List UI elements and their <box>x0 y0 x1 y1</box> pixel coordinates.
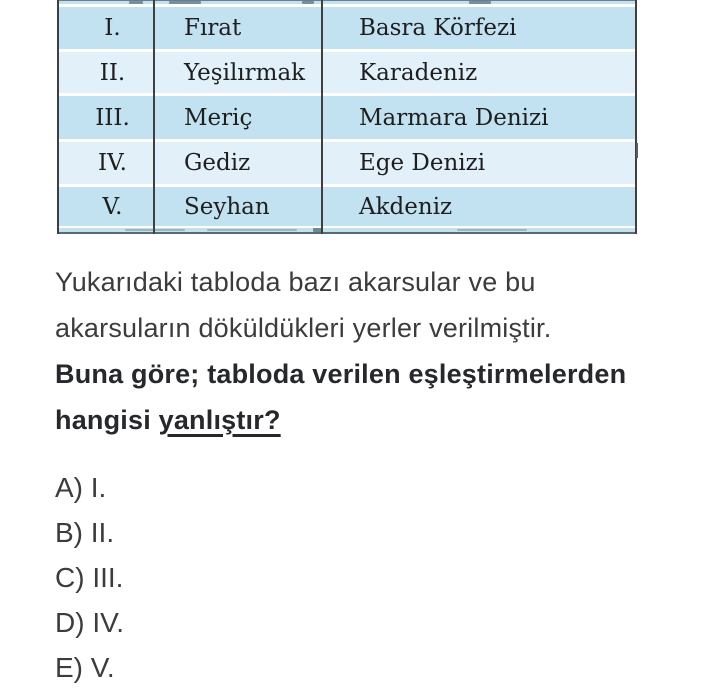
question-text <box>55 259 655 443</box>
row-destination: Akdeniz <box>359 193 453 220</box>
crop-artifact <box>457 229 527 231</box>
cropped-row-bottom <box>57 228 637 234</box>
question-line-3: Buna göre; tabloda verilen eşleştirmelerden <box>55 359 627 389</box>
row-destination: Karadeniz <box>359 59 478 86</box>
row-numeral: III. <box>95 104 130 131</box>
cropped-row-top <box>57 0 637 4</box>
question-line-1: Yukarıdaki tabloda bazı akarsular ve bu <box>55 267 536 297</box>
crop-artifact <box>129 1 143 4</box>
crop-artifact <box>469 1 491 4</box>
crop-artifact <box>125 229 185 231</box>
question-line-4 <box>55 397 655 443</box>
option-a[interactable]: A) I. <box>55 472 107 503</box>
table-row <box>57 142 637 184</box>
question-line-4-prefix: hangisi <box>55 405 159 435</box>
row-river: Fırat <box>184 15 242 41</box>
table-border-right <box>635 0 637 234</box>
crop-artifact-tick <box>636 143 638 158</box>
row-numeral: I. <box>104 15 121 41</box>
row-river: Meriç <box>184 104 253 131</box>
table-row <box>57 7 637 49</box>
crop-artifact <box>207 229 297 231</box>
table-border-col2 <box>321 0 323 234</box>
row-river: Gediz <box>184 150 251 176</box>
row-numeral: V. <box>102 193 123 220</box>
row-destination: Marmara Denizi <box>359 104 549 131</box>
row-numeral: II. <box>99 59 126 86</box>
crop-artifact <box>169 1 201 4</box>
row-river: Yeşilırmak <box>184 59 306 86</box>
row-destination: Ege Denizi <box>359 150 486 176</box>
table-row <box>57 52 637 93</box>
rivers-table <box>57 0 637 234</box>
option-e[interactable]: E) V. <box>55 652 115 683</box>
table-border-left <box>57 0 59 234</box>
question-line-2: akarsuların döküldükleri yerler verilmiştir. <box>55 313 552 343</box>
answer-options <box>55 465 124 690</box>
table-row <box>57 96 637 139</box>
crop-artifact <box>302 1 314 4</box>
table-row <box>57 187 637 226</box>
option-d[interactable]: D) IV. <box>55 607 124 638</box>
option-b[interactable]: B) II. <box>55 517 115 548</box>
row-destination: Basra Körfezi <box>359 15 517 41</box>
row-numeral: IV. <box>98 150 127 176</box>
table-border-col1 <box>153 0 155 234</box>
option-c[interactable]: C) III. <box>55 562 124 593</box>
underlined-keyword: yanlıştır? <box>158 405 281 435</box>
row-river: Seyhan <box>184 193 270 220</box>
